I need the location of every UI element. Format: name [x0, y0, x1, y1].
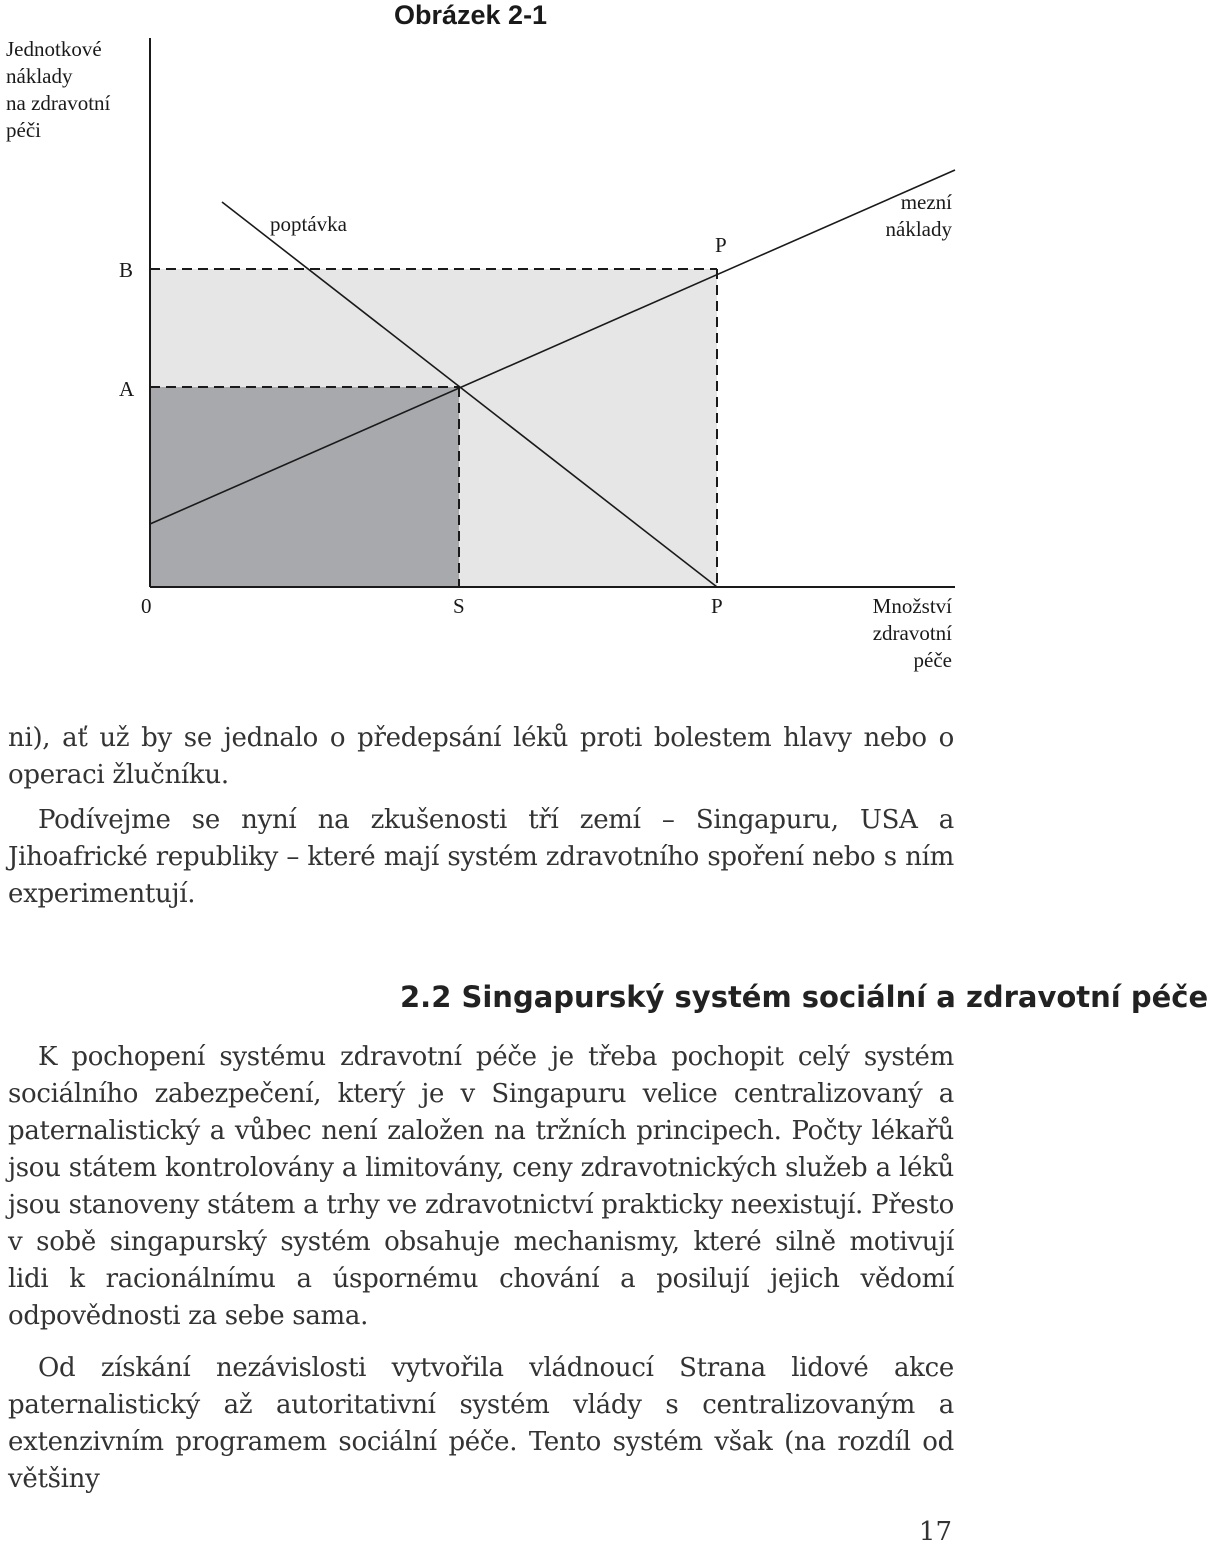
x-tick-S: S [453, 594, 465, 618]
y-tick-A: A [119, 377, 135, 401]
paragraph-4: Od získání nezávislosti vytvořila vládnoucí Strana lidové akce paternalistický až autoritativní systém vlády s centralizovaným a extenzivním programem sociální péče. Tento systém však (na rozdíl od většiny [8, 1353, 954, 1494]
demand-label: poptávka [270, 212, 347, 236]
y-tick-B: B [119, 258, 134, 282]
section-heading: 2.2 Singapurský systém sociální a zdravotní péče [400, 980, 1208, 1014]
dark-area [150, 387, 459, 587]
origin-label: 0 [141, 594, 152, 618]
figure-title: Obrázek 2-1 [394, 0, 548, 30]
paragraph-3: K pochopení systému zdravotní péče je třeba pochopit celý systém sociálního zabezpečení, který je v Singapuru velice centralizovaný a paternalistický a vůbec není založen na tržních principech. Počty lékařů jsou státem kontrolovány a limitovány, ceny zdravotnických služeb a léků jsou stanoveny státem a trhy ve zdravotnictví prakticky neexistují. Přesto v sobě singapurský systém obsahuje mechanismy, které silně motivují lidi k racionálnímu a úspornému chování a posilují jejich vědomí odpovědnosti za sebe sama. [8, 1042, 954, 1331]
page-number: 17 [918, 1517, 952, 1547]
paragraph-2: Podívejme se nyní na zkušenosti tří zemí – Singapuru, USA a Jihoafrické republiky – které mají systém zdravotního spoření nebo s ním experimentují. [8, 805, 954, 909]
marginal-cost-label: mezní náklady [885, 190, 952, 241]
y-axis-label: Jednotkové náklady na zdravotní péči [6, 37, 111, 142]
paragraph-1: ni), ať už by se jednalo o předepsání léků proti bolestem hlavy nebo o operaci žlučníku. [8, 723, 954, 790]
point-P-label: P [715, 233, 727, 257]
x-axis-label: Množství zdravotní péče [872, 594, 952, 672]
x-tick-P: P [711, 594, 723, 618]
